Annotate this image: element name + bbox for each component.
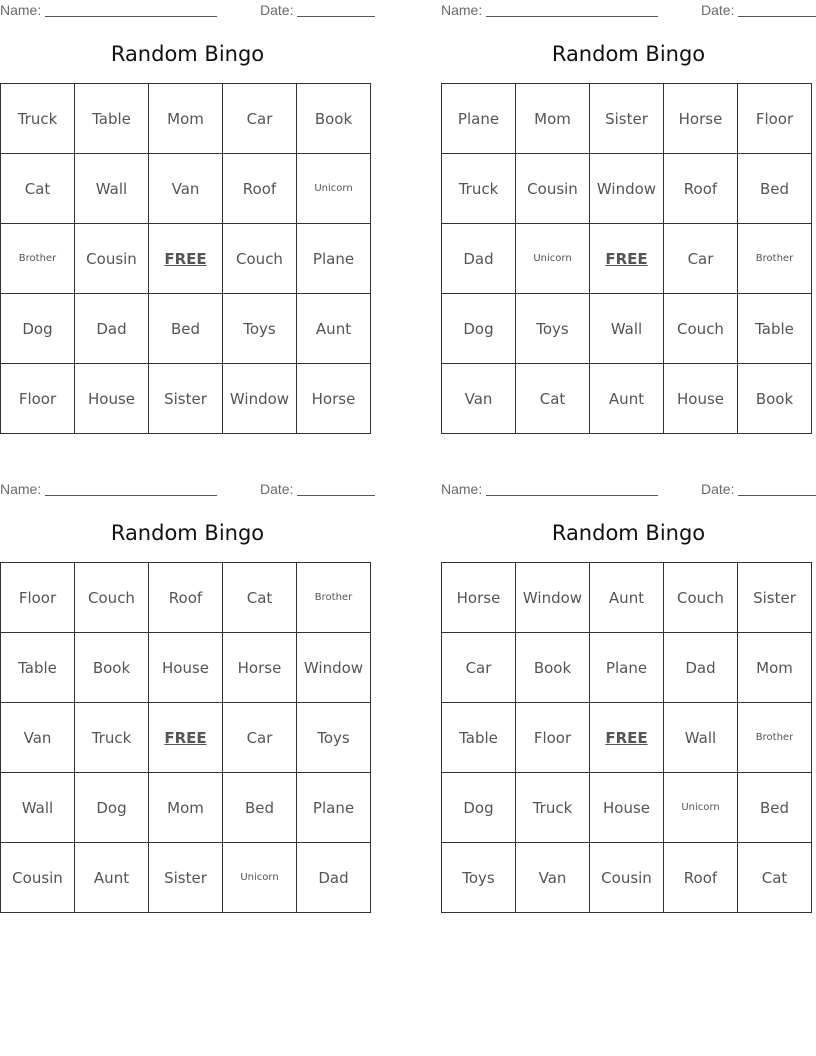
bingo-cell: Car (223, 84, 297, 154)
bingo-cell: Brother (297, 563, 371, 633)
bingo-cell: Cousin (75, 224, 149, 294)
date-blank (297, 495, 375, 496)
card-title: Random Bingo (551, 521, 706, 545)
bingo-cell: Horse (297, 364, 371, 434)
bingo-cell: Aunt (590, 364, 664, 434)
bingo-cell: Dog (442, 773, 516, 843)
bingo-cell: Aunt (75, 843, 149, 913)
bingo-cell: Unicorn (516, 224, 590, 294)
bingo-cell: Dad (297, 843, 371, 913)
bingo-cell: Horse (664, 84, 738, 154)
bingo-cell: Plane (297, 224, 371, 294)
bingo-cell: Brother (738, 224, 812, 294)
bingo-cell: Plane (590, 633, 664, 703)
bingo-cell: Plane (442, 84, 516, 154)
date-label: Date: (701, 481, 735, 497)
bingo-cell: Couch (664, 563, 738, 633)
bingo-cell: Aunt (297, 294, 371, 364)
bingo-cell: House (590, 773, 664, 843)
bingo-cell: Table (442, 703, 516, 773)
bingo-cell: Bed (149, 294, 223, 364)
date-blank (297, 16, 375, 17)
bingo-grid (0, 83, 371, 434)
card-title: Random Bingo (110, 521, 265, 545)
card-title: Random Bingo (110, 42, 265, 66)
bingo-cell: Truck (1, 84, 75, 154)
bingo-cell: Window (223, 364, 297, 434)
bingo-free-cell: FREE (590, 703, 664, 773)
date-blank (738, 16, 816, 17)
bingo-cell: Dad (664, 633, 738, 703)
bingo-cell: Cat (516, 364, 590, 434)
bingo-row (1, 294, 371, 364)
bingo-row (1, 563, 371, 633)
bingo-cell: Truck (442, 154, 516, 224)
bingo-row (442, 843, 812, 913)
card-header (441, 0, 816, 22)
bingo-cell: Aunt (590, 563, 664, 633)
name-label: Name: (0, 2, 42, 18)
bingo-cell: Cat (738, 843, 812, 913)
bingo-cell: Couch (223, 224, 297, 294)
name-label: Name: (441, 481, 483, 497)
name-label: Name: (0, 481, 42, 497)
bingo-cell: Wall (75, 154, 149, 224)
bingo-cell: Roof (664, 154, 738, 224)
bingo-cell: Brother (1, 224, 75, 294)
bingo-grid (441, 83, 812, 434)
bingo-cell: Floor (1, 364, 75, 434)
bingo-cell: Wall (664, 703, 738, 773)
bingo-cell: Sister (590, 84, 664, 154)
bingo-card-top-left (0, 0, 376, 408)
card-title: Random Bingo (551, 42, 706, 66)
name-label: Name: (441, 2, 483, 18)
bingo-cell: Bed (738, 773, 812, 843)
bingo-cell: Van (516, 843, 590, 913)
bingo-cell: Couch (75, 563, 149, 633)
bingo-cell: Sister (149, 364, 223, 434)
bingo-cell: Cousin (1, 843, 75, 913)
card-header (441, 479, 816, 501)
bingo-cell: Window (516, 563, 590, 633)
bingo-cell: Couch (664, 294, 738, 364)
bingo-cell: Sister (149, 843, 223, 913)
bingo-row (1, 773, 371, 843)
bingo-cell: Wall (1, 773, 75, 843)
bingo-cell: House (149, 633, 223, 703)
bingo-cell: Mom (149, 773, 223, 843)
bingo-cell: Bed (223, 773, 297, 843)
bingo-row (1, 703, 371, 773)
bingo-cell: Toys (516, 294, 590, 364)
bingo-cell: Floor (738, 84, 812, 154)
bingo-row (442, 633, 812, 703)
bingo-row (1, 224, 371, 294)
bingo-free-cell: FREE (590, 224, 664, 294)
bingo-cell: Dad (75, 294, 149, 364)
bingo-cell: Book (516, 633, 590, 703)
bingo-cell: Cat (1, 154, 75, 224)
bingo-cell: Floor (1, 563, 75, 633)
name-blank (486, 16, 658, 17)
bingo-cell: Cousin (516, 154, 590, 224)
bingo-cell: Roof (664, 843, 738, 913)
bingo-row (1, 154, 371, 224)
bingo-free-cell: FREE (149, 224, 223, 294)
date-label: Date: (260, 481, 294, 497)
bingo-cell: Mom (738, 633, 812, 703)
date-blank (738, 495, 816, 496)
bingo-cell: Table (1, 633, 75, 703)
bingo-cell: Unicorn (297, 154, 371, 224)
bingo-grid (441, 562, 812, 913)
bingo-row (442, 224, 812, 294)
bingo-cell: Mom (149, 84, 223, 154)
bingo-cell: Book (297, 84, 371, 154)
bingo-card-bottom-right (441, 479, 816, 887)
bingo-row (442, 563, 812, 633)
bingo-cell: Horse (223, 633, 297, 703)
bingo-cell: Cat (223, 563, 297, 633)
bingo-cell: Car (223, 703, 297, 773)
bingo-cell: Roof (223, 154, 297, 224)
bingo-cell: Sister (738, 563, 812, 633)
bingo-cell: House (75, 364, 149, 434)
bingo-grid (0, 562, 371, 913)
bingo-cell: Brother (738, 703, 812, 773)
bingo-row (442, 84, 812, 154)
bingo-cell: Horse (442, 563, 516, 633)
bingo-cell: Plane (297, 773, 371, 843)
bingo-cell: House (664, 364, 738, 434)
bingo-cell: Mom (516, 84, 590, 154)
bingo-cell: Wall (590, 294, 664, 364)
date-label: Date: (701, 2, 735, 18)
bingo-row (1, 364, 371, 434)
bingo-cell: Truck (516, 773, 590, 843)
bingo-cell: Dog (75, 773, 149, 843)
name-blank (45, 495, 217, 496)
bingo-row (442, 364, 812, 434)
bingo-cell: Van (442, 364, 516, 434)
bingo-cell: Dog (1, 294, 75, 364)
card-header (0, 0, 376, 22)
card-header (0, 479, 376, 501)
bingo-cell: Window (590, 154, 664, 224)
bingo-cell: Van (149, 154, 223, 224)
bingo-cell: Unicorn (664, 773, 738, 843)
bingo-cell: Toys (442, 843, 516, 913)
bingo-cell: Cousin (590, 843, 664, 913)
bingo-cell: Bed (738, 154, 812, 224)
bingo-cell: Toys (223, 294, 297, 364)
bingo-row (442, 154, 812, 224)
bingo-row (442, 703, 812, 773)
bingo-cell: Book (75, 633, 149, 703)
bingo-cell: Dog (442, 294, 516, 364)
bingo-cell: Table (738, 294, 812, 364)
bingo-cell: Window (297, 633, 371, 703)
bingo-cell: Book (738, 364, 812, 434)
bingo-cell: Van (1, 703, 75, 773)
bingo-row (1, 84, 371, 154)
bingo-card-bottom-left (0, 479, 376, 887)
bingo-row (442, 773, 812, 843)
bingo-cell: Table (75, 84, 149, 154)
bingo-cell: Roof (149, 563, 223, 633)
date-label: Date: (260, 2, 294, 18)
bingo-cell: Unicorn (223, 843, 297, 913)
bingo-card-top-right (441, 0, 816, 408)
bingo-cell: Truck (75, 703, 149, 773)
name-blank (45, 16, 217, 17)
bingo-row (442, 294, 812, 364)
bingo-cell: Dad (442, 224, 516, 294)
name-blank (486, 495, 658, 496)
bingo-free-cell: FREE (149, 703, 223, 773)
bingo-cell: Car (664, 224, 738, 294)
bingo-row (1, 843, 371, 913)
bingo-cell: Toys (297, 703, 371, 773)
bingo-cell: Car (442, 633, 516, 703)
bingo-row (1, 633, 371, 703)
bingo-cell: Floor (516, 703, 590, 773)
